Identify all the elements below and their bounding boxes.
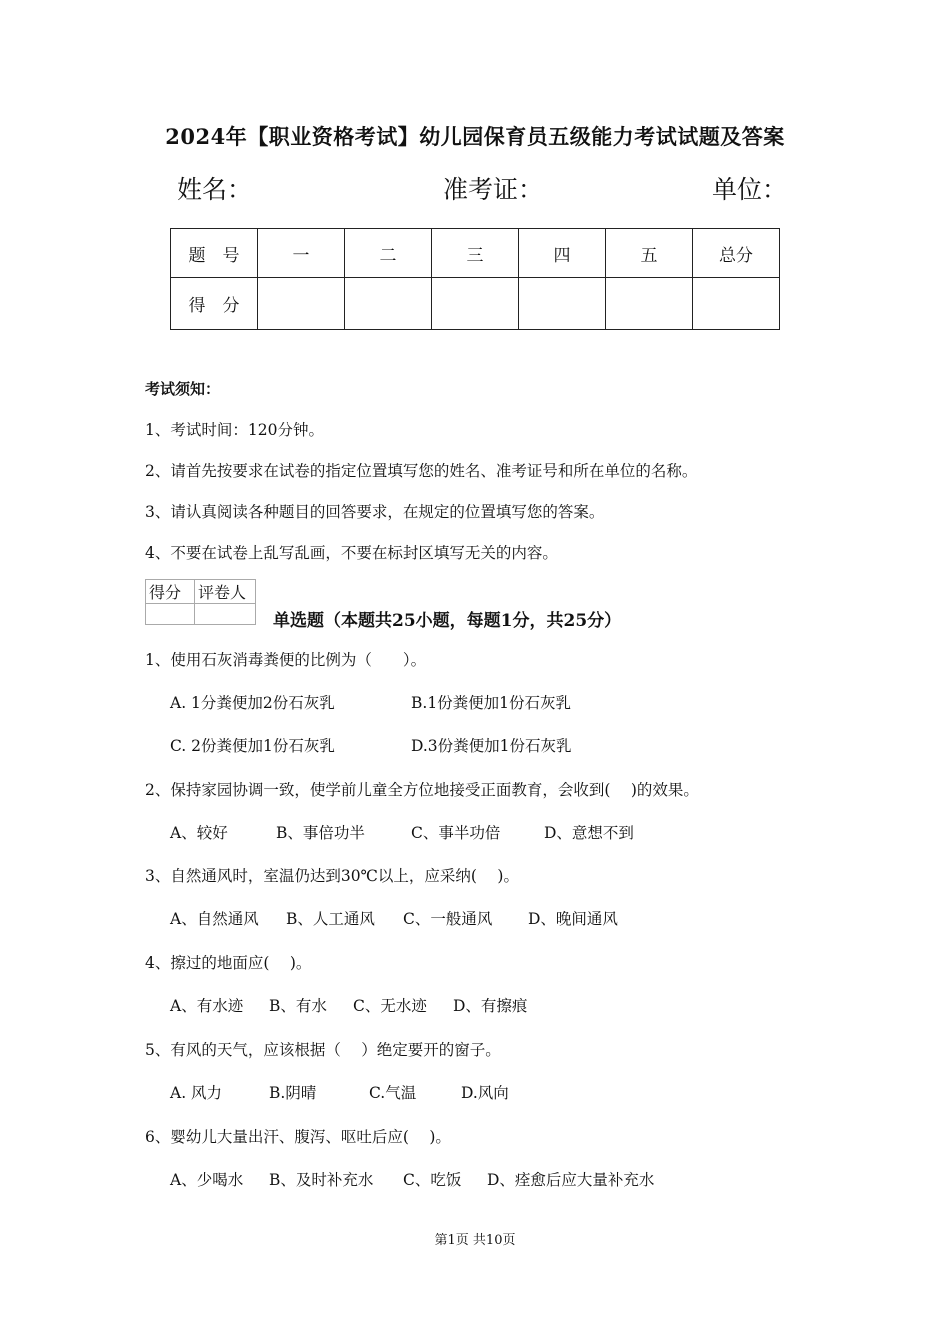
notice-item: 3、请认真阅读各种题目的回答要求，在规定的位置填写您的答案。: [145, 503, 605, 521]
question-option[interactable]: A、较好: [170, 824, 228, 842]
question-option[interactable]: D、有擦痕: [453, 997, 528, 1015]
score-header-cell: 三: [432, 229, 519, 278]
notice-item: 2、请首先按要求在试卷的指定位置填写您的姓名、准考证号和所在单位的名称。: [145, 462, 698, 480]
score-cell[interactable]: [693, 278, 780, 330]
page-title: 2024年【职业资格考试】幼儿园保育员五级能力考试试题及答案: [165, 124, 785, 149]
name-label: 姓名：: [177, 175, 253, 204]
question-option[interactable]: B、事倍功半: [276, 824, 365, 842]
score-header-cell: 二: [345, 229, 432, 278]
unit-label: 单位：: [712, 175, 788, 204]
question-option[interactable]: D.风向: [461, 1084, 509, 1102]
score-cell[interactable]: [432, 278, 519, 330]
exam-id-label: 准考证：: [443, 175, 544, 204]
question-stem: 3、自然通风时，室温仍达到30℃以上，应采纳( )。: [145, 867, 519, 885]
question-stem: 2、保持家园协调一致，使学前儿童全方位地接受正面教育，会收到( )的效果。: [145, 781, 699, 799]
grader-reviewer-label: 评卷人: [195, 580, 256, 604]
grader-reviewer-cell[interactable]: [195, 604, 256, 625]
question-option[interactable]: D、痊愈后应大量补充水: [487, 1171, 655, 1189]
question-option[interactable]: A. 1分粪便加2份石灰乳: [170, 694, 335, 712]
question-option[interactable]: D、意想不到: [544, 824, 634, 842]
score-row-label: 得 分: [171, 278, 258, 330]
grader-score-label: 得分: [146, 580, 195, 604]
notice-item: 1、考试时间：120分钟。: [145, 421, 324, 439]
question-stem: 6、婴幼儿大量出汗、腹泻、呕吐后应( )。: [145, 1128, 451, 1146]
grader-box: [145, 579, 256, 625]
section-title: 单选题（本题共25小题，每题1分，共25分）: [273, 611, 622, 631]
score-header-cell: 五: [606, 229, 693, 278]
question-option[interactable]: B.1份粪便加1份石灰乳: [411, 694, 572, 712]
score-cell[interactable]: [345, 278, 432, 330]
question-option[interactable]: C、吃饭: [403, 1171, 462, 1189]
question-option[interactable]: B、有水: [269, 997, 327, 1015]
score-header-cell: 一: [258, 229, 345, 278]
score-cell[interactable]: [258, 278, 345, 330]
question-option[interactable]: C.气温: [369, 1084, 417, 1102]
question-option[interactable]: D、晚间通风: [528, 910, 618, 928]
question-option[interactable]: B.阴晴: [269, 1084, 317, 1102]
question-option[interactable]: C、一般通风: [403, 910, 493, 928]
notice-heading: 考试须知：: [145, 380, 221, 398]
question-stem: 1、使用石灰消毒粪便的比例为（ ）。: [145, 651, 427, 669]
score-header-cell: 四: [519, 229, 606, 278]
grader-score-cell[interactable]: [146, 604, 195, 625]
question-option[interactable]: B、及时补充水: [269, 1171, 374, 1189]
question-option[interactable]: C、事半功倍: [411, 824, 501, 842]
score-table: [170, 228, 780, 330]
question-option[interactable]: C. 2份粪便加1份石灰乳: [170, 737, 335, 755]
question-option[interactable]: A. 风力: [170, 1084, 223, 1102]
question-option[interactable]: B、人工通风: [286, 910, 375, 928]
question-option[interactable]: A、少喝水: [170, 1171, 244, 1189]
page-number: 第1页 共10页: [434, 1233, 516, 1248]
score-header-cell: 题 号: [171, 229, 258, 278]
score-header-cell: 总分: [693, 229, 780, 278]
question-option[interactable]: D.3份粪便加1份石灰乳: [411, 737, 572, 755]
question-stem: 4、擦过的地面应( )。: [145, 954, 312, 972]
question-option[interactable]: A、有水迹: [170, 997, 244, 1015]
question-stem: 5、有风的天气，应该根据（ ）绝定要开的窗子。: [145, 1041, 501, 1059]
question-option[interactable]: A、自然通风: [170, 910, 259, 928]
notice-item: 4、不要在试卷上乱写乱画，不要在标封区填写无关的内容。: [145, 544, 558, 562]
score-cell[interactable]: [606, 278, 693, 330]
question-option[interactable]: C、无水迹: [353, 997, 427, 1015]
score-cell[interactable]: [519, 278, 606, 330]
